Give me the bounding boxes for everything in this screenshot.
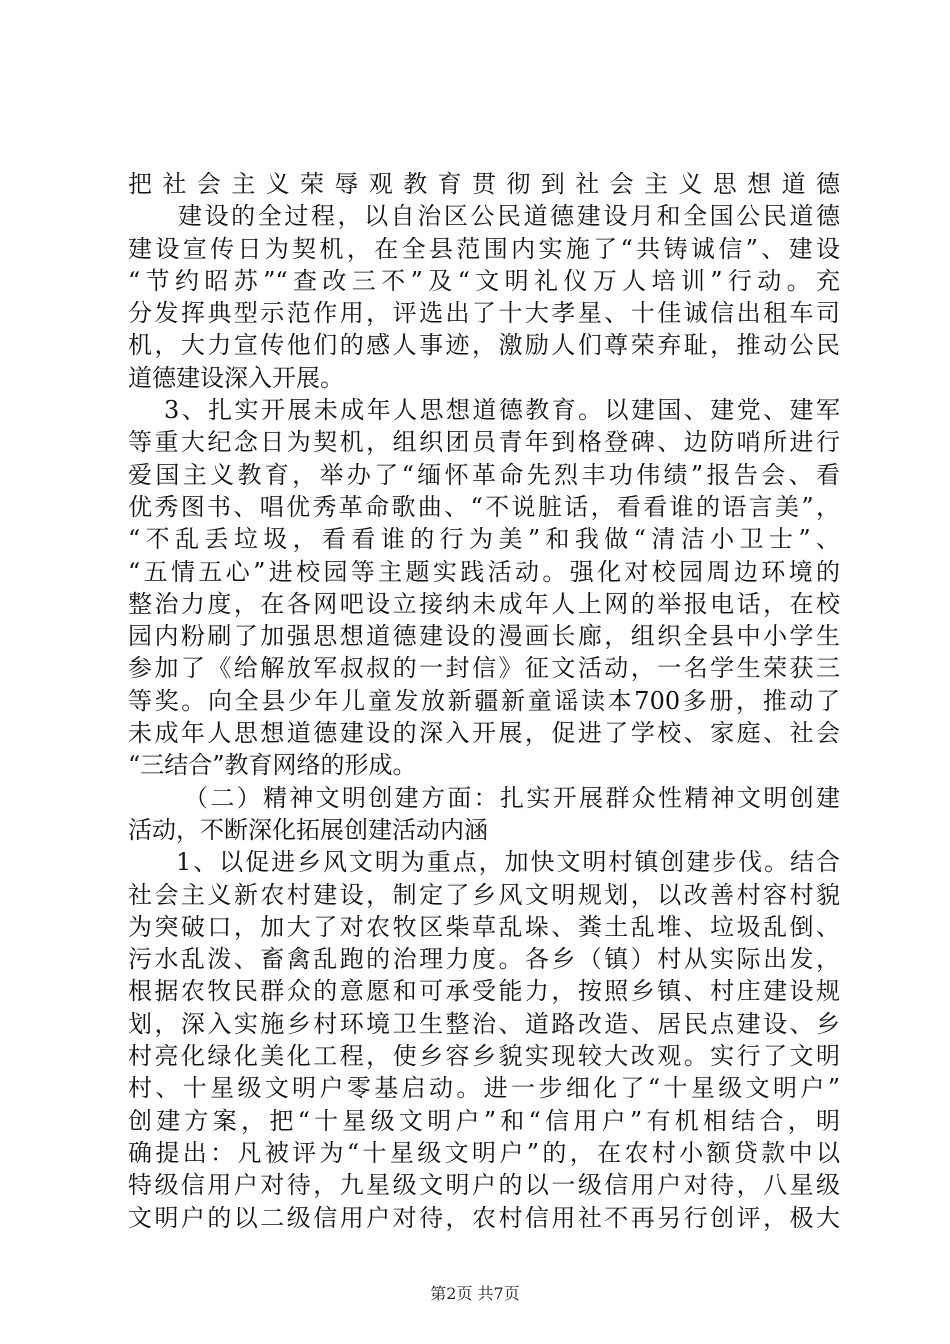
section-heading-line: （二）精神文明创建方面：扎实开展群众性精神文明创建 xyxy=(184,783,840,812)
text-line: 1、以促进乡风文明为重点，加快文明村镇创建步伐。结合 xyxy=(176,848,840,877)
text-line: 爱国主义教育，举办了“缅怀革命先烈丰功伟绩”报告会、看 xyxy=(128,460,840,489)
text-line: “不乱丢垃圾，看看谁的行为美”和我做“清洁小卫士”、 xyxy=(128,525,840,554)
text-line: 为突破口，加大了对农牧区柴草乱垛、粪土乱堆、垃圾乱倒、 xyxy=(128,912,840,941)
text-line: 建设的全过程，以自治区公民道德建设月和全国公民道德 xyxy=(178,202,840,231)
text-line: 社会主义新农村建设，制定了乡风文明规划，以改善村容村貌 xyxy=(128,880,840,909)
text-line: “五情五心”进校园等主题实践活动。强化对校园周边环境的 xyxy=(128,557,840,586)
text-line: 等奖。向全县少年儿童发放新疆新童谣读本700多册，推动了 xyxy=(128,686,840,715)
text-line: 确提出：凡被评为“十星级文明户”的，在农村小额贷款中以 xyxy=(128,1138,840,1167)
text-line: 村、十星级文明户零基启动。进一步细化了“十星级文明户” xyxy=(128,1074,840,1103)
page-number-footer: 第2页 共7页 xyxy=(430,1284,520,1303)
text-line: 园内粉刷了加强思想道德建设的漫画长廊，组织全县中小学生 xyxy=(128,622,840,651)
text-line: 建设宣传日为契机，在全县范围内实施了“共铸诚信”、建设 xyxy=(128,234,840,263)
text-line: 整治力度，在各网吧设立接纳未成年人上网的举报电话，在校 xyxy=(128,589,840,618)
text-line: 机，大力宣传他们的感人事迹，激励人们尊荣弃耻，推动公民 xyxy=(128,331,840,360)
text-line: 把社会主义荣辱观教育贯彻到社会主义思想道德 xyxy=(128,170,840,198)
text-line: “节约昭苏”“查改三不”及“文明礼仪万人培训”行动。充 xyxy=(128,266,840,295)
section-heading-line: 活动，不断深化拓展创建活动内涵 xyxy=(128,815,488,844)
text-line: 未成年人思想道德建设的深入开展，促进了学校、家庭、社会 xyxy=(128,719,840,748)
text-line: 文明户的以二级信用户对待，农村信用社不再另行创评，极大 xyxy=(128,1203,840,1232)
text-line: 3、扎实开展未成年人思想道德教育。以建国、建党、建军 xyxy=(164,396,840,425)
text-line: 分发挥典型示范作用，评选出了十大孝星、十佳诚信出租车司 xyxy=(128,299,840,328)
text-line: 道德建设深入开展。 xyxy=(128,363,344,392)
text-line: 创建方案，把“十星级文明户”和“信用户”有机相结合，明 xyxy=(128,1106,840,1135)
text-line: 参加了《给解放军叔叔的一封信》征文活动，一名学生荣获三 xyxy=(128,654,840,683)
text-line: 等重大纪念日为契机，组织团员青年到格登碑、边防哨所进行 xyxy=(128,428,840,457)
text-line: 特级信用户对待，九星级文明户的以一级信用户对待，八星级 xyxy=(128,1171,840,1200)
text-line: 村亮化绿化美化工程，使乡容乡貌实现较大改观。实行了文明 xyxy=(128,1042,840,1071)
text-line: 根据农牧民群众的意愿和可承受能力，按照乡镇、村庄建设规 xyxy=(128,977,840,1006)
text-line: 优秀图书、唱优秀革命歌曲、“不说脏话，看看谁的语言美”， xyxy=(128,492,840,521)
text-line: “三结合”教育网络的形成。 xyxy=(128,751,417,780)
document-body xyxy=(128,168,840,1234)
text-line: 划，深入实施乡村环境卫生整治、道路改造、居民点建设、乡 xyxy=(128,1009,840,1038)
text-line: 污水乱泼、畜禽乱跑的治理力度。各乡（镇）村从实际出发， xyxy=(128,945,840,974)
